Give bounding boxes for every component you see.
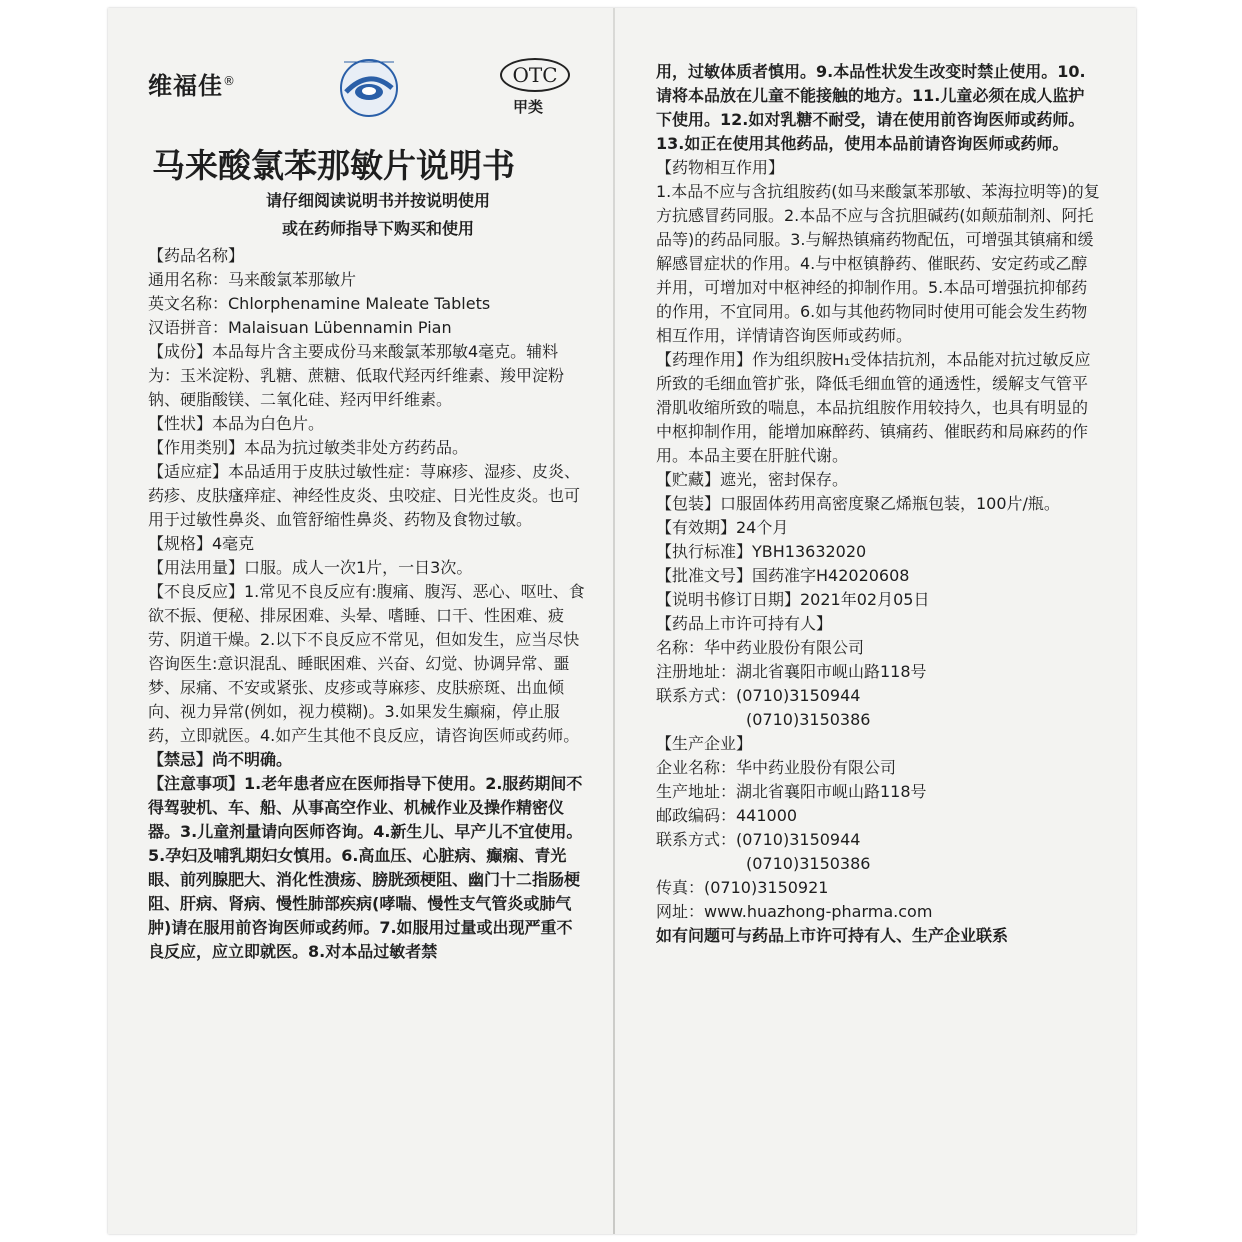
subtitle-line-1: 请仔细阅读说明书并按说明使用 (265, 191, 490, 210)
paragraph: 【注意事项】1.老年患者应在医师指导下使用。2.服药期间不得驾驶机、车、船、从事高空作业、机械作业及操作精密仪器。3.儿童剂量请向医师咨询。4.新生儿、早产儿不宜使用。5.孕妇及哺乳期妇女慎用。6.高血压、心脏病、癫痫、青光眼、前列腺肥大、消化性溃疡、膀胱颈梗阻、幽门十二指肠梗阻、肝病、肾病、慢性肺部疾病(哮喘、慢性支气管炎或肺气肿)请在服用前咨询医师或药师。7.如服用过量或出现严重不良反应，应立即就医。8.对本品过敏者禁 (148, 774, 583, 961)
paragraph: 【说明书修订日期】2021年02月05日 (656, 590, 930, 609)
paragraph: 【用法用量】口服。成人一次1片，一日3次。 (148, 558, 473, 577)
paragraph: 【禁忌】尚不明确。 (148, 750, 293, 769)
left-body-text (148, 244, 588, 964)
paragraph: 【性状】本品为白色片。 (148, 414, 325, 433)
paragraph: 【生产企业】 (656, 734, 753, 753)
paragraph: 【批准文号】国药准字H42020608 (656, 566, 910, 585)
paragraph: (0710)3150386 (746, 854, 871, 873)
paragraph: 【贮藏】遮光，密封保存。 (656, 470, 849, 489)
subtitle-line-2: 或在药师指导下购买和使用 (281, 219, 474, 238)
brand-name: 维福佳® (148, 72, 236, 100)
paragraph: 联系方式：(0710)3150944 (656, 686, 861, 705)
consistency-evaluation-logo-icon (326, 48, 412, 120)
paragraph: 【药品上市许可持有人】 (656, 614, 833, 633)
paragraph: 【规格】4毫克 (148, 534, 255, 553)
paragraph: 【适应症】本品适用于皮肤过敏性症：荨麻疹、湿疹、皮炎、药疹、皮肤瘙痒症、神经性皮炎、虫咬症、日光性皮炎。也可用于过敏性鼻炎、血管舒缩性鼻炎、药物及食物过敏。 (148, 462, 581, 529)
paragraph: 【药品名称】 (148, 246, 245, 265)
fold-crease (613, 8, 615, 1234)
paragraph: 汉语拼音：Malaisuan Lübennamin Pian (148, 318, 452, 337)
paragraph: 【作用类别】本品为抗过敏类非处方药药品。 (148, 438, 469, 457)
right-column (656, 60, 1100, 948)
paragraph: 【包装】口服固体药用高密度聚乙烯瓶包装，100片/瓶。 (656, 494, 1060, 513)
paragraph: 注册地址：湖北省襄阳市岘山路118号 (656, 662, 927, 681)
paragraph: 联系方式：(0710)3150944 (656, 830, 861, 849)
leaflet-sheet (108, 8, 1136, 1234)
paragraph: 用，过敏体质者慎用。9.本品性状发生改变时禁止使用。10.请将本品放在儿童不能接触的地方。11.儿童必须在成人监护下使用。12.如对乳糖不耐受，请在使用前咨询医师或药师。13.如正在使用其他药品，使用本品前请咨询医师或药师。 (656, 62, 1086, 153)
paragraph: 通用名称：马来酸氯苯那敏片 (148, 270, 357, 289)
paragraph: (0710)3150386 (746, 710, 871, 729)
paragraph: 传真：(0710)3150921 (656, 878, 829, 897)
paragraph: 生产地址：湖北省襄阳市岘山路118号 (656, 782, 927, 801)
otc-badge: OTC (500, 58, 570, 92)
paragraph: 【执行标准】YBH13632020 (656, 542, 867, 561)
paragraph: 网址：www.huazhong-pharma.com (656, 902, 933, 921)
paragraph: 邮政编码：441000 (656, 806, 798, 825)
paragraph: 如有问题可与药品上市许可持有人、生产企业联系 (656, 926, 1009, 945)
paragraph: 名称：华中药业股份有限公司 (656, 638, 865, 657)
otc-class-label: 甲类 (513, 98, 544, 116)
paragraph: 企业名称：华中药业股份有限公司 (656, 758, 897, 777)
paragraph: 【成份】本品每片含主要成份马来酸氯苯那敏4毫克。辅料为：玉米淀粉、乳糖、蔗糖、低取代羟丙纤维素、羧甲淀粉钠、硬脂酸镁、二氧化硅、羟丙甲纤维素。 (148, 342, 565, 409)
page-title: 马来酸氯苯那敏片说明书 (152, 146, 515, 185)
paragraph: 1.本品不应与含抗组胺药(如马来酸氯苯那敏、苯海拉明等)的复方抗感冒药同服。2.本品不应与含抗胆碱药(如颠茄制剂、阿托品等)的药品同服。3.与解热镇痛药物配伍，可增强其镇痛和缓解感冒症状的作用。4.与中枢镇静药、催眠药、安定药或乙醇并用，可增加对中枢神经的抑制作用。5.本品可增强抗抑郁药的作用，不宜同用。6.如与其他药物同时使用可能会发生药物相互作用，详情请咨询医师或药师。 (656, 182, 1100, 345)
paragraph: 【药理作用】作为组织胺H₁受体拮抗剂，本品能对抗过敏反应所致的毛细血管扩张，降低毛细血管的通透性，缓解支气管平滑肌收缩所致的喘息，本品抗组胺作用较持久，也具有明显的中枢抑制作用，能增加麻醉药、镇痛药、催眠药和局麻药的作用。本品主要在肝脏代谢。 (656, 350, 1091, 465)
paragraph: 【药物相互作用】 (656, 158, 785, 177)
paragraph: 【有效期】24个月 (656, 518, 789, 537)
paragraph: 英文名称：Chlorphenamine Maleate Tablets (148, 294, 491, 313)
paragraph: 【不良反应】1.常见不良反应有:腹痛、腹泻、恶心、呕吐、食欲不振、便秘、排尿困难、头晕、嗜睡、口干、性困难、疲劳、阴道干燥。2.以下不良反应不常见，但如发生，应当尽快咨询医生:意识混乱、睡眠困难、兴奋、幻觉、协调异常、噩梦、尿痛、不安或紧张、皮疹或荨麻疹、皮肤瘀斑、出血倾向、视力异常(例如，视力模糊)。3.如果发生癫痫，停止服药，立即就医。4.如产生其他不良反应，请咨询医师或药师。 (148, 582, 585, 745)
